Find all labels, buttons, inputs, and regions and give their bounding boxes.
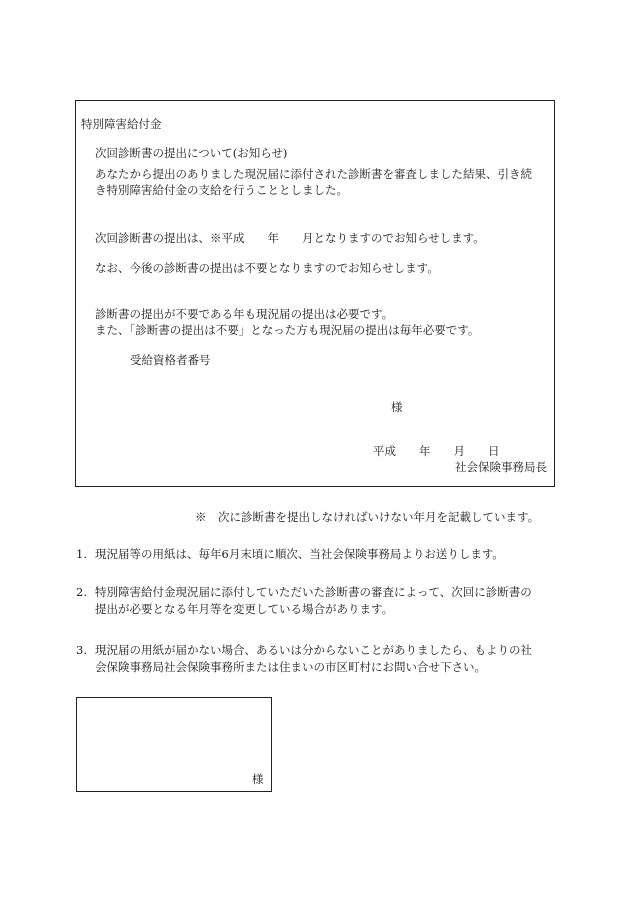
recipient-number-label: 受給資格者番号 (130, 353, 211, 367)
list-item-text: 現況届等の用紙は、毎年6月末頃に順次、当社会保険事務局よりお送りします。 (95, 547, 504, 561)
next-submission-line: 次回診断書の提出は、※平成 年 月となりますのでお知らせします。 (95, 231, 485, 245)
list-item-text: 特別障害給付金現況届に添付していただいた診断書の審査によって、次回に診断書の (95, 585, 532, 599)
date-line: 平成 年 月 日 (373, 444, 500, 458)
no-longer-required-line: なお、今後の診断書の提出は不要となりますのでお知らせします。 (95, 261, 439, 275)
list-item-number: 1. (76, 547, 87, 561)
address-sama: 様 (252, 772, 264, 786)
list-item-number: 2. (76, 585, 87, 599)
notice-subject: 次回診断書の提出について(お知らせ) (95, 146, 288, 160)
list-item-text: 提出が必要となる年月等を変更している場合があります。 (95, 602, 394, 616)
intro-line-1: あなたから提出のありました現況届に添付された診断書を審査しました結果、引き続 (95, 167, 532, 181)
note-line-2: また、「診断書の提出は不要」となった方も現況届の提出は毎年必要です。 (95, 323, 480, 337)
address-box (76, 697, 272, 792)
recipient-sama: 様 (391, 400, 403, 414)
issuer-line: 社会保険事務局長 (455, 460, 547, 474)
note-line-1: 診断書の提出が不要である年も現況届の提出は必要です。 (95, 307, 394, 321)
notice-title: 特別障害給付金 (81, 117, 162, 131)
list-item-text: 現況届の用紙が届かない場合、あるいは分からないことがありましたら、もよりの社 (95, 643, 532, 657)
footnote: ※ 次に診断書を提出しなければいけない年月を記載しています。 (195, 510, 540, 524)
intro-line-2: き特別障害給付金の支給を行うこととしました。 (95, 183, 348, 197)
list-item-number: 3. (76, 643, 87, 657)
list-item-text: 会保険事務局社会保険事務所または住まいの市区町村にお問い合せ下さい。 (95, 660, 486, 674)
